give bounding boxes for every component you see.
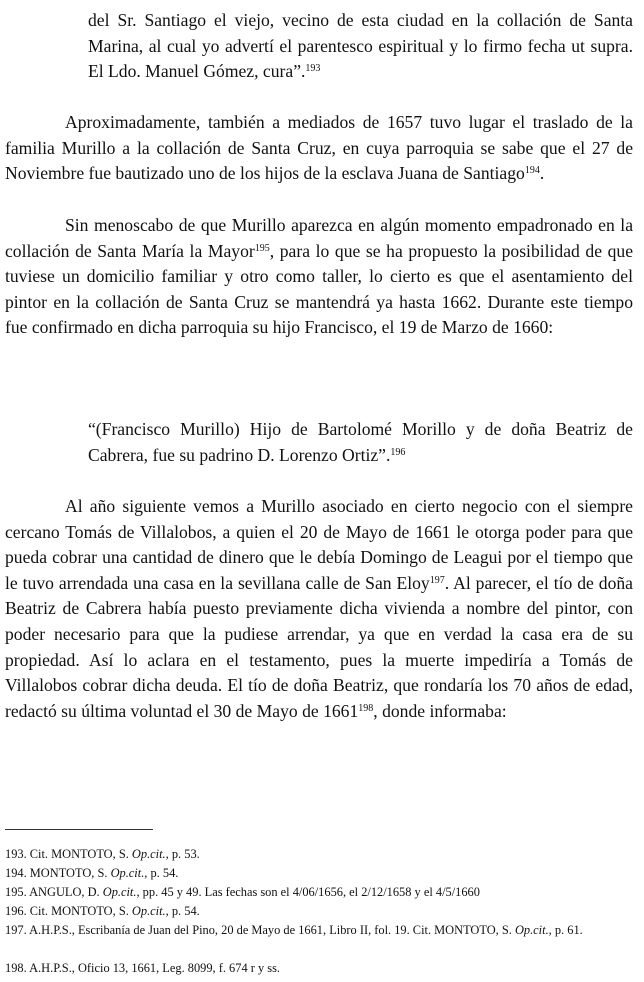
paragraph-tail: . <box>539 163 545 184</box>
paragraph-villalobos <box>5 494 633 724</box>
footnote-194 <box>5 864 633 883</box>
footnote-text: 197. A.H.P.S., Escribanía de Juan del Pino, 20 de Mayo de 1661, Libro II, fol. 19. Cit. MONTOTO, S. <box>5 923 515 937</box>
paragraph-traslado <box>5 110 633 187</box>
footnote-196 <box>5 902 633 921</box>
footnote-text: 196. Cit. MONTOTO, S. <box>5 904 132 918</box>
paragraph-text: Aproximadamente, también a mediados de 1657 tuvo lugar el traslado de la familia Murillo a la collación de Santa Cruz, en cuya parroquia se sabe que el 27 de Noviembre fue bautizado uno de los hijos de la esclava Juana de Santiago <box>5 112 633 184</box>
paragraph-text: , para lo que se ha propuesto la posibilidad de que tuviese un domicilio familiar y otro como taller, lo cierto es que el asentamiento del pintor en la collación de Santa Cruz se mantendrá ya hasta 1662. Durante este tiempo fue confirmado en dicha parroquia su hijo Francisco, el 19 de Marzo de 1660: <box>5 240 634 338</box>
block-quote-193 <box>88 8 633 85</box>
footnote-ref-193[interactable]: 193 <box>305 63 321 75</box>
footnote-text: , p. 54. <box>144 866 179 880</box>
footnote-198 <box>5 959 633 978</box>
footnote-text: 195. ANGULO, D. <box>5 885 103 899</box>
footnote-text: , p. 53. <box>165 847 200 861</box>
footnote-ref-195[interactable]: 195 <box>254 242 270 254</box>
footnote-text: , p. 54. <box>165 904 200 918</box>
footnote-ref-196[interactable]: 196 <box>390 446 406 458</box>
paragraph-text: Al año siguiente vemos a Murillo asociado en cierto negocio con el siempre cercano Tomás de Villalobos, a quien el 20 de Mayo de 1661 le otorga poder para que pueda cobrar una cantidad de dinero que le debía Domingo de Leagui por el tiempo que le tuvo arrendada una casa en la sevillana calle de San Eloy <box>5 496 633 593</box>
footnote-ref-198[interactable]: 198 <box>358 702 374 714</box>
footnote-197 <box>5 921 633 940</box>
paragraph-santa-cruz <box>5 213 633 341</box>
quote-text: “(Francisco Murillo) Hijo de Bartolomé Morillo y de doña Beatriz de Cabrera, fue su padrino D. Lorenzo Ortiz”. <box>88 419 633 465</box>
footnote-text: , pp. 45 y 49. Las fechas son el 4/06/1656, el 2/12/1658 y el 4/5/1660 <box>136 885 480 899</box>
footnote-separator <box>5 829 153 830</box>
quote-text: del Sr. Santiago el viejo, vecino de esta ciudad en la collación de Santa Marina, al cual yo advertí el parentesco espiritual y lo firmo fecha ut supra. El Ldo. Manuel Gómez, cura”. <box>88 10 633 82</box>
footnote-italic: Op.cit. <box>131 904 166 918</box>
footnote-195 <box>5 883 633 902</box>
paragraph-text: , donde informaba: <box>373 700 507 721</box>
block-quote-196 <box>88 417 633 468</box>
footnote-text: 193. Cit. MONTOTO, S. <box>5 847 132 861</box>
footnote-ref-194[interactable]: 194 <box>524 165 540 177</box>
footnote-text: 194. MONTOTO, S. <box>5 866 111 880</box>
footnote-text: 198. A.H.P.S., Oficio 13, 1661, Leg. 8099, f. 674 r y ss. <box>5 961 281 975</box>
footnote-ref-197[interactable]: 197 <box>429 574 445 586</box>
paragraph-text: Sin menoscabo de que Murillo aparezca en algún momento empadronado en la collación de Santa María la Mayor <box>5 215 633 261</box>
paragraph-text: . Al parecer, el tío de doña Beatriz de Cabrera había puesto previamente dicha vivienda a nombre del pintor, con poder necesario para que la pudiese arrendar, ya que en verdad la casa era de su propiedad. Así lo aclara en el testamento, pues la muerte impediría a Tomás de Villalobos cobrar dicha deuda. El tío de doña Beatriz, que rondaría los 70 años de edad, redactó su última voluntad el 30 de Mayo de 1661 <box>5 572 633 721</box>
footnote-italic: Op.cit. <box>102 885 137 899</box>
footnote-193 <box>5 845 633 864</box>
footnote-italic: Op.cit. <box>131 847 166 861</box>
footnote-italic: Op.cit. <box>514 923 549 937</box>
footnote-italic: Op.cit. <box>110 866 145 880</box>
footnote-text: , p. 61. <box>548 923 583 937</box>
